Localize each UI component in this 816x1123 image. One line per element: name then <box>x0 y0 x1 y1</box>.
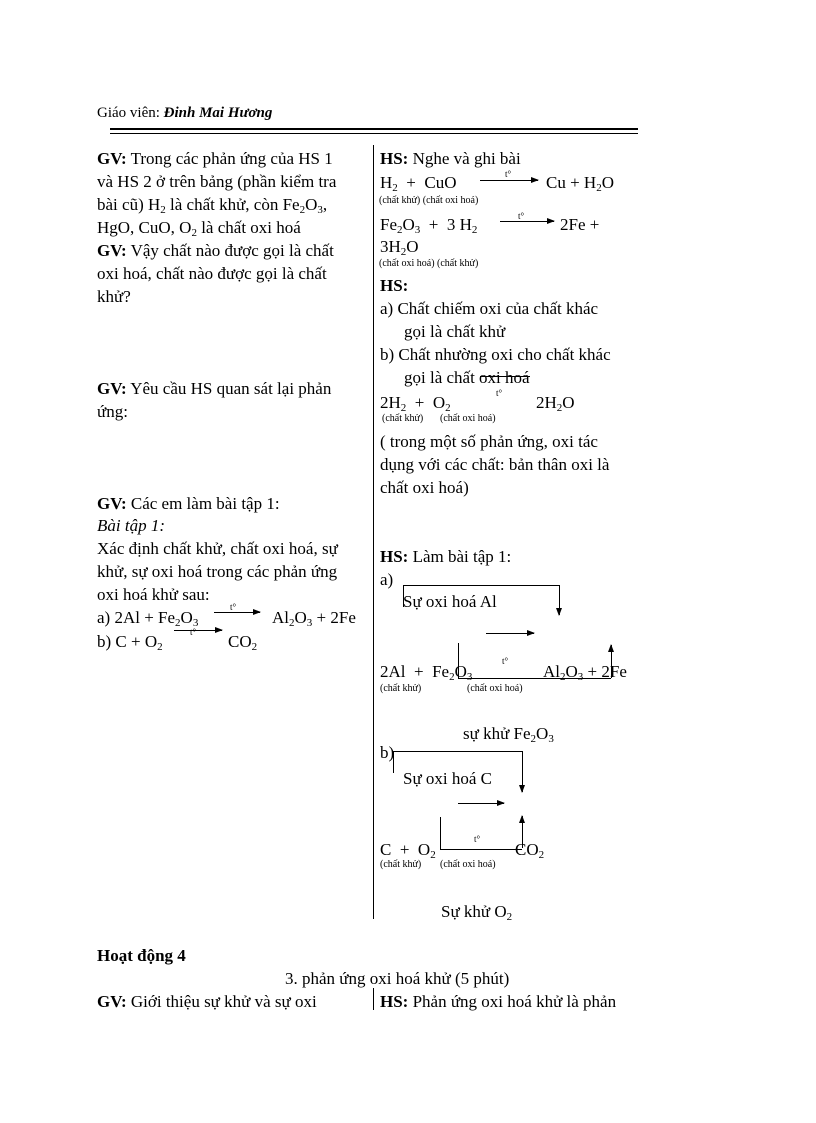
paren-line3: chất oxi hoá) <box>380 478 469 497</box>
header <box>97 102 272 125</box>
left-p3-line2: ứng: <box>97 402 128 421</box>
header-rule-top <box>110 128 638 130</box>
part-b-label: b) <box>380 743 395 762</box>
direction-arrow <box>486 633 534 634</box>
heat-mark: t° <box>474 834 481 844</box>
equation-b-right: $CO_2$ <box>228 632 258 653</box>
reaction-3-right: $2H_2O$ <box>536 393 575 414</box>
footer-hs: HS: Phản ứng oxi hoá khử là phản <box>380 992 617 1011</box>
reaction-1-products: $Cu + H_2O$ <box>546 173 614 194</box>
teacher-label: Giáo viên: <box>97 105 160 121</box>
activity-heading: Hoạt động 4 <box>97 946 186 965</box>
left-p4-line4: oxi hoá khử sau: <box>97 585 210 604</box>
right-hs3: HS: Làm bài tập 1: <box>380 547 512 566</box>
reaction-arrow <box>174 630 222 631</box>
right-hs2: HS: <box>380 276 409 295</box>
reaction-2-products: 2Fe + <box>560 215 600 234</box>
reaction-3-left: $2H_2 + O_2$ <box>380 393 451 414</box>
stray-line <box>480 376 530 377</box>
left-p4-line1: GV: Các em làm bài tập 1: <box>97 494 280 513</box>
column-divider <box>373 145 374 919</box>
reaction-arrow <box>500 221 554 222</box>
left-p2-line2: oxi hoá, chất nào được gọi là chất <box>97 264 327 283</box>
heat-mark: t° <box>496 388 503 398</box>
heat-mark: t° <box>230 602 237 612</box>
reaction-1: $H_2$ + CuO <box>380 173 457 194</box>
left-p4-line2: Xác định chất khử, chất oxi hoá, sự <box>97 539 338 558</box>
heat-mark: t° <box>505 169 512 179</box>
left-p1-line1: GV: Trong các phản ứng của HS 1 <box>97 149 333 168</box>
footer-divider <box>373 988 374 1010</box>
definition-b: b) Chất nhường oxi cho chất khác <box>380 345 611 364</box>
paren-line1: ( trong một số phản ứng, oxi tác <box>380 432 598 451</box>
exercise-b-note2: (chất oxi hoá) <box>440 859 496 870</box>
reaction-3-note2: (chất oxi hoá) <box>440 413 496 424</box>
left-p1-line3: bài cũ) $H_2$ là chất khử, còn $Fe_2O_3$, <box>97 195 328 216</box>
bracket-line <box>440 849 522 850</box>
exercise-a-note2: (chất oxi hoá) <box>467 683 523 694</box>
left-p2-line1: GV: Vậy chất nào được gọi là chất <box>97 241 334 260</box>
bracket-line <box>393 751 394 773</box>
left-p4-line3: khử, sự oxi hoá trong các phản ứng <box>97 562 338 581</box>
equation-a-left: a) $2Al + Fe_2O_3$ <box>97 608 199 629</box>
definition-a: a) Chất chiếm oxi của chất khác <box>380 299 599 318</box>
reaction-2-note: (chất oxi hoá) (chất khử) <box>379 258 479 269</box>
direction-arrow <box>458 803 504 804</box>
heat-mark: t° <box>190 627 197 637</box>
bracket-line <box>403 585 559 586</box>
part-a-label: a) <box>380 570 394 589</box>
reaction-3-note1: (chất khử) <box>382 413 424 424</box>
paren-line2: dụng với các chất: bản thân oxi là <box>380 455 610 474</box>
left-p1-line4: HgO, CuO, $O_2$ là chất oxi hoá <box>97 218 301 239</box>
reduction-fe2o3-label: sự khử $Fe_2O_3$ <box>463 724 554 745</box>
exercise-a-equation-right: $Al_2O_3 + 2Fe$ <box>543 662 627 683</box>
reduction-o2-label: Sự khử $O_2$ <box>441 902 513 923</box>
down-arrow <box>559 585 560 615</box>
definition-a-cont: gọi là chất khử <box>404 322 506 341</box>
right-hs1: HS: Nghe và ghi bài <box>380 149 521 168</box>
section-heading: 3. phản ứng oxi hoá khử (5 phút) <box>285 969 510 988</box>
exercise-title: Bài tập 1: <box>97 516 165 535</box>
definition-b-cont: gọi là chất oxi hoá <box>404 368 530 387</box>
footer-gv: GV: Giới thiệu sự khử và sự oxi <box>97 992 317 1011</box>
exercise-a-equation-left: $2Al + Fe_2O_3$ <box>380 662 473 683</box>
heat-mark: t° <box>518 211 525 221</box>
left-p3-line1: GV: Yêu cầu HS quan sát lại phản <box>97 379 332 398</box>
oxidation-c-label: Sự oxi hoá C <box>403 769 493 788</box>
header-rule-bottom <box>110 133 638 134</box>
reaction-2: $Fe_2O_3 + 3$ $H_2$ <box>380 215 478 236</box>
bracket-line <box>440 817 441 850</box>
bracket-line <box>393 751 522 752</box>
heat-mark: t° <box>502 656 509 666</box>
left-p2-line3: khử? <box>97 287 131 306</box>
equation-b-left: b) $C + O_2$ <box>97 632 163 653</box>
equation-a-right: $Al_2O_3 + 2Fe$ <box>272 608 356 629</box>
exercise-b-equation-left: $C + O_2$ <box>380 840 436 861</box>
exercise-a-note1: (chất khử) <box>380 683 422 694</box>
teacher-name: Đinh Mai Hương <box>163 105 273 121</box>
oxidation-al-label: Sự oxi hoá Al <box>403 592 497 611</box>
exercise-b-note1: (chất khử) <box>380 859 422 870</box>
reaction-arrow <box>214 612 260 613</box>
reaction-1-note: (chất khử) (chất oxi hoá) <box>379 195 479 206</box>
reaction-2-water: $3H_2O$ <box>380 237 419 258</box>
down-arrow <box>522 751 523 792</box>
reaction-arrow <box>480 180 538 181</box>
exercise-b-equation-right: $CO_2$ <box>515 840 545 861</box>
left-p1-line2: và HS 2 ở trên bảng (phần kiểm tra <box>97 172 337 191</box>
